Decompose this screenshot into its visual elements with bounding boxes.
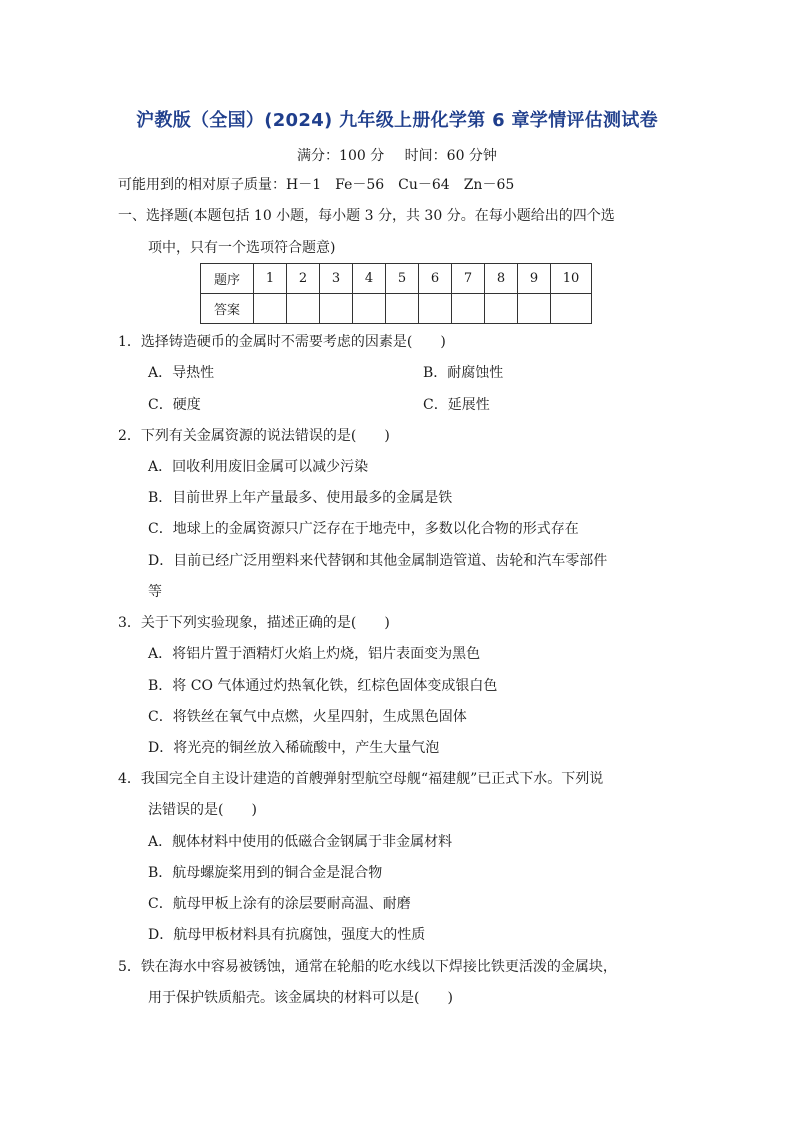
seq-cell: 4 xyxy=(353,264,386,294)
answer-label: 答案 xyxy=(201,294,254,324)
answer-table xyxy=(200,263,592,324)
answer-cell[interactable] xyxy=(485,294,518,324)
answer-cell[interactable] xyxy=(419,294,452,324)
answer-table-seq-row xyxy=(201,264,592,294)
full-score: 满分：100 分 xyxy=(297,148,385,164)
question-3-stem: 3．关于下列实验现象，描述正确的是( ) xyxy=(118,615,390,631)
question-4-option-d: D．航母甲板材料具有抗腐蚀，强度大的性质 xyxy=(148,927,426,943)
question-2-stem: 2．下列有关金属资源的说法错误的是( ) xyxy=(118,428,390,444)
question-4-option-a: A．舰体材料中使用的低磁合金钢属于非金属材料 xyxy=(148,834,453,850)
answer-cell[interactable] xyxy=(353,294,386,324)
seq-label: 题序 xyxy=(201,264,254,294)
seq-cell: 5 xyxy=(386,264,419,294)
seq-cell: 7 xyxy=(452,264,485,294)
atomic-masses: 可能用到的相对原子质量：H－1 Fe－56 Cu－64 Zn－65 xyxy=(118,177,515,193)
seq-cell: 1 xyxy=(254,264,287,294)
section-heading: 一、选择题(本题包括 10 小题，每小题 3 分，共 30 分。在每小题给出的四个选 xyxy=(118,208,615,224)
question-2-option-d-cont: 等 xyxy=(148,584,162,600)
seq-cell: 2 xyxy=(287,264,320,294)
answer-cell[interactable] xyxy=(254,294,287,324)
question-3-option-c: C．将铁丝在氧气中点燃，火星四射，生成黑色固体 xyxy=(148,709,467,725)
answer-cell[interactable] xyxy=(386,294,419,324)
question-2-option-b: B．目前世界上年产量最多、使用最多的金属是铁 xyxy=(148,490,453,506)
question-1-option-b: B．耐腐蚀性 xyxy=(423,365,504,381)
question-3-option-a: A．将铝片置于酒精灯火焰上灼烧，铝片表面变为黑色 xyxy=(148,646,481,662)
question-4-stem-cont: 法错误的是( ) xyxy=(148,802,257,818)
question-4-option-c: C．航母甲板上涂有的涂层要耐高温、耐磨 xyxy=(148,896,411,912)
question-5-stem-cont: 用于保护铁质船壳。该金属块的材料可以是( ) xyxy=(148,990,453,1006)
exam-time: 时间：60 分钟 xyxy=(404,148,497,164)
question-2-option-a: A．回收利用废旧金属可以减少污染 xyxy=(148,459,369,475)
seq-cell: 3 xyxy=(320,264,353,294)
answer-cell[interactable] xyxy=(551,294,592,324)
page-title: 沪教版（全国）(2024) 九年级上册化学第 6 章学情评估测试卷 xyxy=(136,110,658,131)
question-2-option-d: D．目前已经广泛用塑料来代替钢和其他金属制造管道、齿轮和汽车零部件 xyxy=(148,553,608,569)
question-2-option-c: C．地球上的金属资源只广泛存在于地壳中，多数以化合物的形式存在 xyxy=(148,521,579,537)
question-4-stem: 4．我国完全自主设计建造的首艘弹射型航空母舰“福建舰”已正式下水。下列说 xyxy=(118,771,604,787)
answer-cell[interactable] xyxy=(320,294,353,324)
question-1-option-d: C．延展性 xyxy=(423,397,490,413)
answer-table-answer-row xyxy=(201,294,592,324)
exam-info xyxy=(0,145,794,165)
question-3-option-b: B．将 CO 气体通过灼热氧化铁，红棕色固体变成银白色 xyxy=(148,678,498,694)
question-5-stem: 5．铁在海水中容易被锈蚀，通常在轮船的吃水线以下焊接比铁更活泼的金属块， xyxy=(118,959,617,975)
question-1-stem: 1．选择铸造硬币的金属时不需要考虑的因素是( ) xyxy=(118,334,446,350)
question-4-option-b: B．航母螺旋桨用到的铜合金是混合物 xyxy=(148,865,383,881)
seq-cell: 9 xyxy=(518,264,551,294)
seq-cell: 8 xyxy=(485,264,518,294)
question-1-option-a: A．导热性 xyxy=(148,365,215,381)
question-1-option-c: C．硬度 xyxy=(148,397,201,413)
seq-cell: 6 xyxy=(419,264,452,294)
answer-cell[interactable] xyxy=(287,294,320,324)
answer-cell[interactable] xyxy=(452,294,485,324)
section-heading-cont: 项中，只有一个选项符合题意) xyxy=(148,240,336,256)
question-3-option-d: D．将光亮的铜丝放入稀硫酸中，产生大量气泡 xyxy=(148,740,440,756)
answer-cell[interactable] xyxy=(518,294,551,324)
seq-cell: 10 xyxy=(551,264,592,294)
